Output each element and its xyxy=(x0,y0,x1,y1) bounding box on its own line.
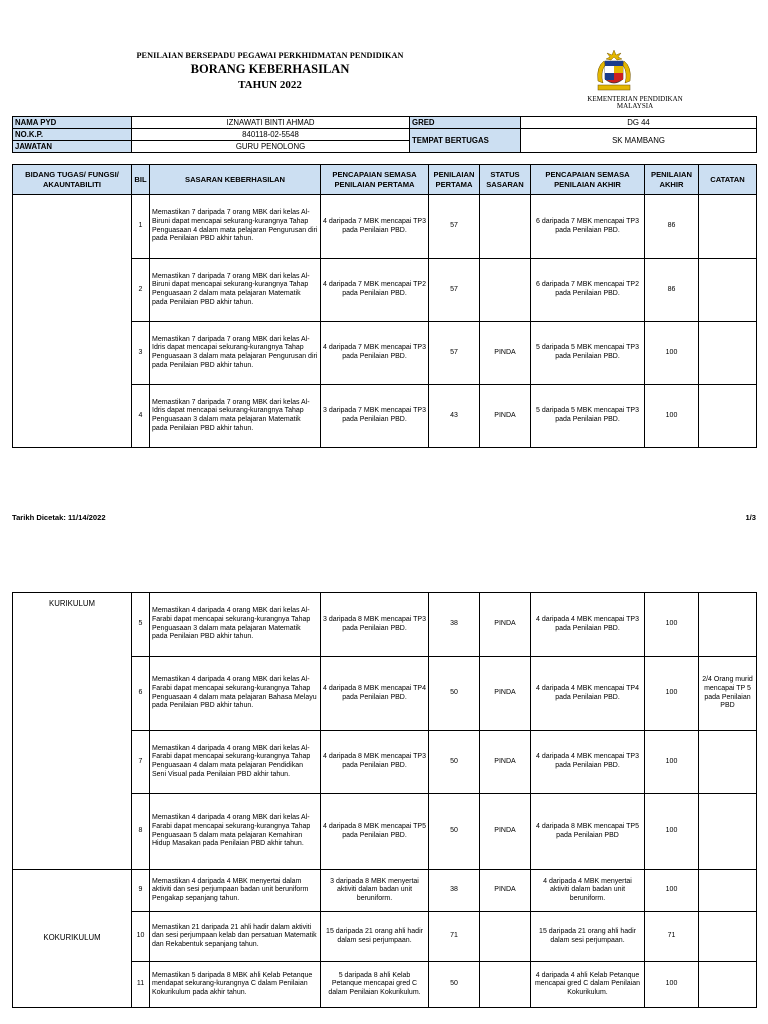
nama-label: NAMA PYD xyxy=(13,117,132,129)
table-row: 7 Memastikan 4 daripada 4 orang MBK dari kelas Al-Farabi dapat mencapai sekurang-kurangnya Tahap Penguasaan 4 dalam mata pelajaran Pendidikan Seni Visual pada Penilaian PBD akhir tahun. 4 daripada 8 MBK mencapai TP3 pada Penilaian PBD. 50 PINDA 4 daripada 4 MBK mencapai TP3 pada Penilaian PBD. 100 xyxy=(13,731,757,794)
table-row: 6 Memastikan 4 daripada 4 orang MBK dari kelas Al-Farabi dapat mencapai sekurang-kurangnya Tahap Penguasaan 4 dalam mata pelajaran Bahasa Melayu pada Penilaian PBD akhir tahun. 4 daripada 8 MBK mencapai TP4 pada Penilaian PBD. 50 PINDA 4 daripada 4 MBK mencapai TP4 pada Penilaian PBD. 100 2/4 Orang murid mencapai TP 5 pada Penilaian PBD xyxy=(13,657,757,731)
col-pencapaian-pertama: PENCAPAIAN SEMASA PENILAIAN PERTAMA xyxy=(321,165,429,195)
table-row: 3 Memastikan 7 daripada 7 orang MBK dari kelas Al-Idris dapat mencapai sekurang-kurangnya Tahap Penguasaan 3 dalam mata pelajaran Pengurusan diri pada Penilaian PBD akhir tahun. 4 daripada 7 MBK mencapai TP3 pada Penilaian PBD. 57 PINDA 5 daripada 5 MBK mencapai TP3 pada Penilaian PBD. 100 xyxy=(13,322,757,385)
table-row: 11 Memastikan 5 daripada 8 MBK ahli Kelab Petanque mendapat sekurang-kurangnya C dalam Penilaian Kokurikulum pada akhir tahun. 5 daripada 8 ahli Kelab Petanque mencapai gred C dalam Penilaian Kokurikulum. 50 4 daripada 4 ahli Kelab Petanque mencapai gred C dalam Penilaian Kokurikulum. 100 xyxy=(13,962,757,1008)
table-row: KOKURIKULUM 9 Memastikan 4 daripada 4 MBK menyertai dalam aktiviti dan sesi perjumpaan badan unit beruniform Pengakap sepanjang tahun. 3 daripada 8 MBK menyertai aktiviti dalam badan unit beruniform. 38 PINDA 4 daripada 4 MBK menyertai aktiviti dalam badan unit beruniform. 100 xyxy=(13,870,757,912)
form-header xyxy=(60,51,480,93)
table-row: 2 Memastikan 7 daripada 7 orang MBK dari kelas Al-Biruni dapat mencapai sekurang-kurangnya Tahap Penguasaan 2 dalam mata pelajaran Matematik pada Penilaian PBD akhir tahun. 4 daripada 7 MBK mencapai TP2 pada Penilaian PBD. 57 6 daripada 7 MBK mencapai TP2 pada Penilaian PBD. 86 xyxy=(13,259,757,322)
table-row: 4 Memastikan 7 daripada 7 orang MBK dari kelas Al-Idris dapat mencapai sekurang-kurangnya Tahap Penguasaan 3 dalam mata pelajaran Matematik pada Penilaian PBD akhir tahun. 3 daripada 7 MBK mencapai TP3 pada Penilaian PBD. 43 PINDA 5 daripada 5 MBK mencapai TP3 pada Penilaian PBD. 100 xyxy=(13,385,757,448)
tempat-value: SK MAMBANG xyxy=(521,129,757,153)
table-row: 8 Memastikan 4 daripada 4 orang MBK dari kelas Al-Farabi dapat mencapai sekurang-kurangnya Tahap Penguasaan 5 dalam mata pelajaran Kemahiran Hidup Masakan pada Penilaian PBD akhir tahun. 4 daripada 8 MBK mencapai TP5 pada Penilaian PBD. 50 PINDA 4 daripada 8 MBK mencapai TP5 pada Penilaian PBD 100 xyxy=(13,794,757,870)
header-line-1: PENILAIAN BERSEPADU PEGAWAI PERKHIDMATAN PENDIDIKAN xyxy=(136,51,404,60)
gred-label: GRED xyxy=(410,117,521,129)
print-date: Tarikh Dicetak: 11/14/2022 xyxy=(12,513,106,522)
nama-value: IZNAWATI BINTI AHMAD xyxy=(132,117,410,129)
pyd-info-table xyxy=(12,116,757,153)
col-status: STATUS SASARAN xyxy=(480,165,531,195)
gred-value: DG 44 xyxy=(521,117,757,129)
page-gap xyxy=(0,556,768,586)
bidang-kokurikulum: KOKURIKULUM xyxy=(13,870,132,1008)
col-pencapaian-akhir: PENCAPAIAN SEMASA PENILAIAN AKHIR xyxy=(531,165,645,195)
nokp-label: NO.K.P. xyxy=(13,129,132,141)
jawatan-value: GURU PENOLONG xyxy=(132,141,410,153)
nokp-value: 840118-02-5548 xyxy=(132,129,410,141)
bidang-cell xyxy=(13,195,132,448)
table-row: 10 Memastikan 21 daripada 21 ahli hadir dalam aktiviti dan sesi perjumpaan kelab dan persatuan Matematik dan Rekabentuk sepanjang tahun. 15 daripada 21 orang ahli hadir dalam sesi perjumpaan. 71 15 daripada 21 orang ahli hadir dalam sesi perjumpaan. 71 xyxy=(13,912,757,962)
col-penilaian-pertama: PENILAIAN PERTAMA xyxy=(429,165,480,195)
col-bidang: BIDANG TUGAS/ FUNGSI/ AKAUNTABILITI xyxy=(13,165,132,195)
keberhasilan-table-page-1 xyxy=(12,164,757,448)
table-header-row xyxy=(13,165,757,195)
table-row: 1 Memastikan 7 daripada 7 orang MBK dari kelas Al-Biruni dapat mencapai sekurang-kurangnya Tahap Penguasaan 4 dalam mata pelajaran Pengurusan diri pada Penilaian PBD akhir tahun. 4 daripada 7 MBK mencapai TP3 pada Penilaian PBD. 57 6 daripada 7 MBK mencapai TP3 pada Penilaian PBD. 86 xyxy=(13,195,757,259)
bidang-kurikulum: KURIKULUM xyxy=(13,593,132,870)
ministry-label: KEMENTERIAN PENDIDIKAN MALAYSIA xyxy=(587,95,683,111)
jawatan-label: JAWATAN xyxy=(13,141,132,153)
header-line-3: TAHUN 2022 xyxy=(238,79,302,92)
col-sasaran: SASARAN KEBERHASILAN xyxy=(150,165,321,195)
col-penilaian-akhir: PENILAIAN AKHIR xyxy=(645,165,699,195)
table-row: KURIKULUM 5 Memastikan 4 daripada 4 orang MBK dari kelas Al-Farabi dapat mencapai sekurang-kurangnya Tahap Penguasaan 3 dalam mata pelajaran Matematik pada Penilaian PBD akhir tahun. 3 daripada 8 MBK mencapai TP3 pada Penilaian PBD. 38 PINDA 4 daripada 4 MBK mencapai TP3 pada Penilaian PBD. 100 xyxy=(13,593,757,657)
page-number: 1/3 xyxy=(745,513,756,522)
col-bil: BIL xyxy=(132,165,150,195)
tempat-label: TEMPAT BERTUGAS xyxy=(410,129,521,153)
keberhasilan-table-page-2 xyxy=(12,592,757,1008)
coat-of-arms-icon xyxy=(584,49,644,95)
col-catatan: CATATAN xyxy=(699,165,757,195)
header-line-2: BORANG KEBERHASILAN xyxy=(190,62,350,76)
